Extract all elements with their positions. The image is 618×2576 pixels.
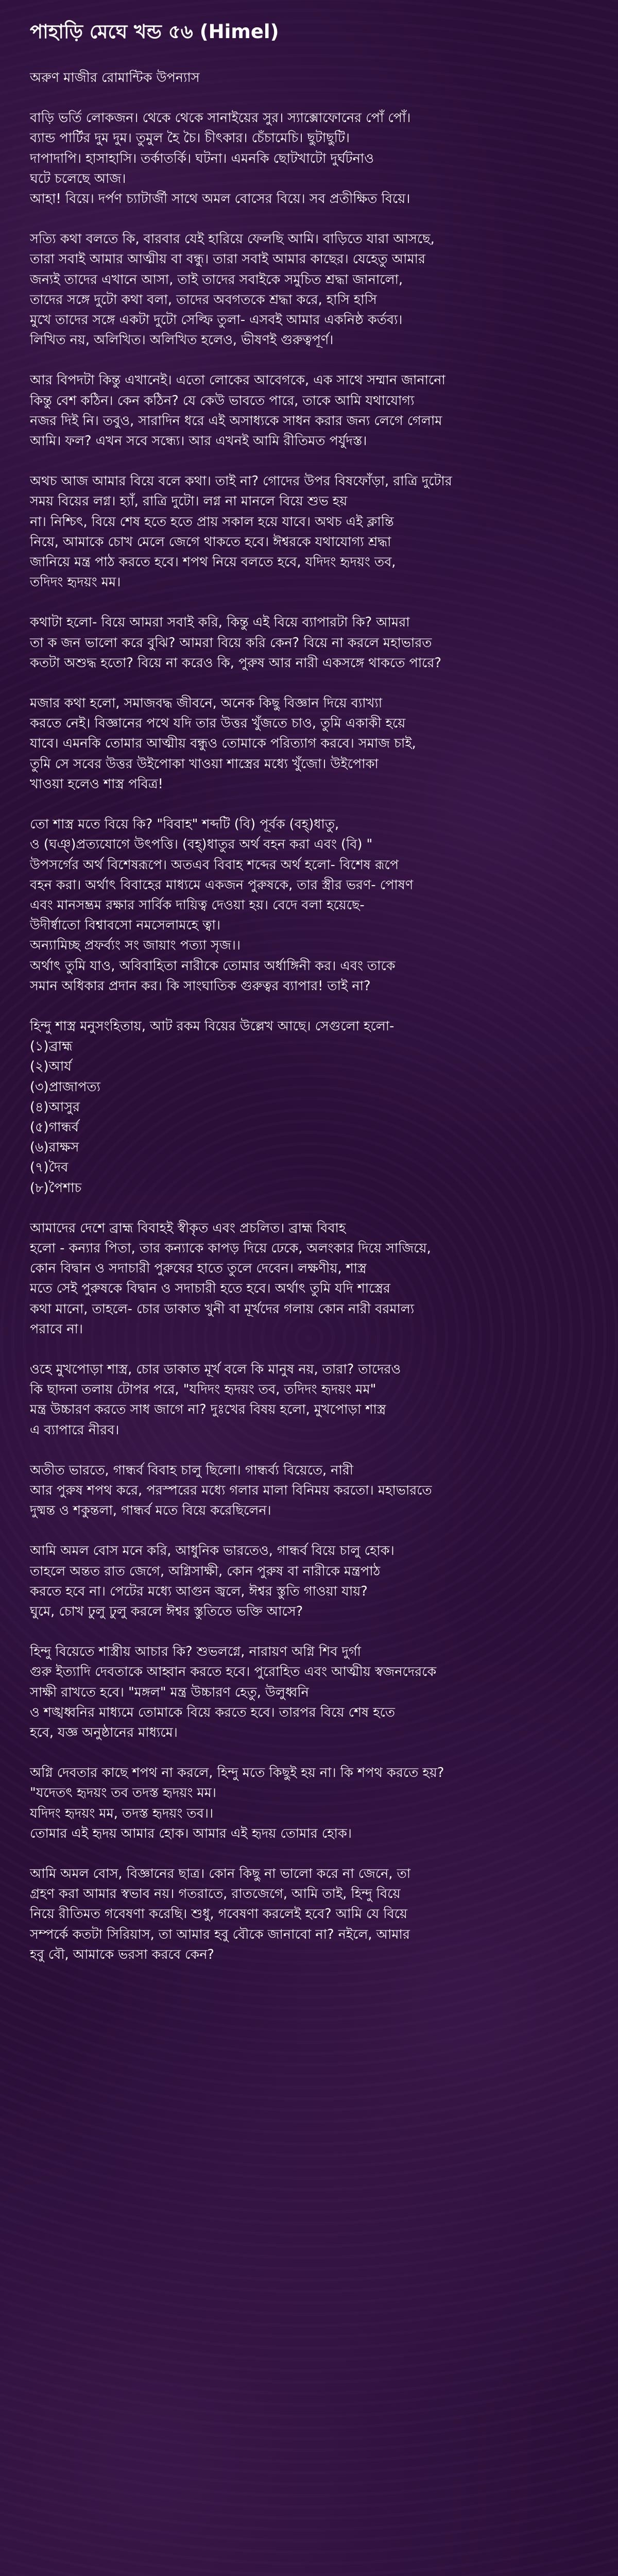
poem-line: কথা মানো, তাহলে- চোর ডাকাত খুনী বা মূর্খদের গলায় কোন নারী বরমাল্য: [30, 1301, 415, 1317]
poem-line: বহন করা। অর্থাৎ বিবাহের মাধ্যমে একজন পুরুষকে, তার স্ত্রীর ভরণ- পোষণ: [30, 877, 414, 893]
poem-line: আমি অমল বোস মনে করি, আধুনিক ভারতেও, গান্ধর্ব বিয়ে চালু হোক।: [30, 1543, 394, 1559]
poem-line: নিয়ে, আমাকে চোখ মেলে জেগে থাকতে হবে। ঈশ্বরকে যথাযোগ্য শ্রদ্ধা: [30, 534, 391, 550]
poem-line: (২)আর্য: [30, 1059, 72, 1075]
poem-line: মজার কথা হলো, সমাজবদ্ধ জীবনে, অনেক কিছু বিজ্ঞান দিয়ে ব্যাখ্যা: [30, 696, 383, 711]
poem-stanza: [30, 1541, 588, 1622]
poem-line: জন্যই তাদের এখানে আসা, তাই তাদের সবাইকে সমুচিত শ্রদ্ধা জানালো,: [30, 272, 403, 287]
poem-line: তদিদং হৃদয়ং মম।: [30, 574, 121, 590]
poem-line: করতে নেই। বিজ্ঞানের পথে যদি তার উত্তর খুঁজতে চাও, তুমি একাকী হয়ে: [30, 716, 406, 732]
poem-line: নিয়ে রীতিমত গবেষণা করেছি। শুধু, গবেষণা করলেই হবে? আমি যে বিয়ে: [30, 1906, 408, 1922]
poem-line: তুমি সে সবের উত্তর উইপোকা খাওয়া শাস্ত্রের মধ্যে খুঁজো। উইপোকা: [30, 756, 379, 772]
poem-stanza: [30, 229, 588, 350]
poem-line: তা ক জন ভালো করে বুঝি? আমরা বিয়ে করি কেন? বিয়ে না করলে মহাভারত: [30, 635, 432, 651]
poem-line: কথাটা হলো- বিয়ে আমরা সবাই করি, কিন্তু এই বিয়ে ব্যাপারটা কি? আমরা: [30, 615, 410, 631]
poem-line: অতীত ভারতে, গান্ধর্ব বিবাহ চালু ছিলো। গান্ধর্ব্য বিয়েতে, নারী: [30, 1462, 354, 1478]
poem-line: ঘটে চলেছে আজ।: [30, 171, 126, 187]
poem-line: ও শঙ্খধ্বনির মাধ্যমে তোমাকে বিয়ে করতে হবে। তারপর বিয়ে শেষ হতে: [30, 1704, 395, 1720]
poem-line: তাদের সঙ্গে দুটো কথা বলা, তাদের অবগতকে শ্রদ্ধা করে, হাসি হাসি: [30, 292, 377, 308]
poem-line: খাওয়া হলেও শাস্ত্র পবিত্র!: [30, 776, 163, 792]
poem-line: (৬)রাক্ষস: [30, 1140, 79, 1156]
poem-line: দাপাদাপি। হাসাহাসি। তর্কাতর্কি। ঘটনা। এমনকি ছোটখাটো দুর্ঘটনাও: [30, 150, 374, 166]
poem-line: যাবে। এমনকি তোমার আত্মীয় বন্ধুও তোমাকে পরিত্যাগ করবে। সমাজ চাই,: [30, 736, 416, 752]
poem-stanza: [30, 1218, 588, 1340]
poem-line: উদীর্ষ্বাতো বিশ্বাবসো নমসেলামহে ত্বা।: [30, 918, 220, 934]
poem-stanza: [30, 815, 588, 996]
poem-body: [30, 68, 588, 1965]
poem-line: এবং মানসম্ভ্রম রক্ষার সার্বিক দায়িত্ব দেওয়া হয়। বেদে বলা হয়েছে-: [30, 897, 365, 913]
poem-line: গুরু ইত্যাদি দেবতাকে আহ্বান করতে হবে। পুরোহিত এবং আত্মীয় স্বজনদেরকে: [30, 1664, 437, 1680]
poem-line: "যদেতৎ হৃদয়ং তব তদস্ত হৃদয়ং মম।: [30, 1785, 216, 1801]
poem-line: হিন্দু শাস্ত্র মনুসংহিতায়, আট রকম বিয়ের উল্লেখ আছে। সেগুলো হলো-: [30, 1018, 394, 1034]
poem-line: তোমার এই হৃদয় আমার হোক। আমার এই হৃদয় তোমার হোক।: [30, 1825, 352, 1841]
poem-line: (৭)দৈব: [30, 1160, 68, 1176]
poem-line: এ ব্যাপারে নীরব।: [30, 1422, 119, 1438]
poem-line: ব্যান্ড পার্টির দুম দুম। তুমুল হৈ চৈ। চীৎকার। চেঁচামেচি। ছুটাছুটি।: [30, 130, 350, 146]
poem-line: সম্পর্কে কতটা সিরিয়াস, তা আমার হবু বৌকে জানাবো না? নইলে, আমার: [30, 1926, 410, 1942]
poem-stanza: [30, 693, 588, 794]
poem-line: আর বিপদটা কিন্তু এখানেই। এতো লোকের আবেগকে, এক সাথে সম্মান জানানো: [30, 372, 445, 388]
poem-line: মুখে তাদের সঙ্গে একটা দুটো সেল্ফি তুলা- এসবই আমার একনিষ্ঠ কর্তব্য।: [30, 312, 403, 328]
poem-line: (৮)পৈশাচ: [30, 1180, 82, 1196]
poem-line: অথচ আজ আমার বিয়ে বলে কথা। তাই না? গোদের উপর বিষফোঁড়া, রাত্রি দুটোর: [30, 473, 452, 489]
poem-line: মতে সেই পুরুষকে বিদ্বান ও সদাচারী হতে হবে। অর্থাৎ তুমি যদি শাস্ত্রের: [30, 1281, 390, 1297]
poem-line: সাক্ষী রাখতে হবে। "মঙ্গল" মন্ত্র উচ্চারণ হেতু, উলুধ্বনি: [30, 1684, 309, 1700]
poem-line: উপসর্গের অর্থ বিশেষরূপে। অতএব বিবাহ শব্দের অর্থ হলো- বিশেষ রূপে: [30, 857, 399, 873]
poem-line: তারা সবাই আমার আত্মীয় বা বন্ধু। তারা সবাই আমার কাছের। যেহেতু আমার: [30, 251, 426, 267]
poem-stanza: [30, 68, 588, 88]
poem-line: হবু বৌ, আমাকে ভরসা করবে কেন?: [30, 1946, 214, 1962]
poem-title: পাহাড়ি মেঘে খন্ড ৫৬ (Himel): [30, 21, 279, 43]
poem-line: সময় বিয়ের লগ্ন। হ্যাঁ, রাত্রি দুটো। লগ্ন না মানলে বিয়ে শুভ হয়: [30, 494, 348, 510]
poem-stanza: [30, 1360, 588, 1440]
poem-line: আর পুরুষ শপথ করে, পরস্পরের মধ্যে গলার মালা বিনিময় করতো। মহাভারতে: [30, 1482, 432, 1498]
poem-stanza: [30, 108, 588, 209]
poem-line: আহা! বিয়ে। দর্পণ চ্যাটার্জী সাথে অমল বোসের বিয়ে। সব প্রতীক্ষিত বিয়ে।: [30, 191, 410, 207]
poem-stanza: [30, 1642, 588, 1743]
poem-line: তাহলে অন্তত রাত জেগে, অগ্নিসাক্ষী, কোন পুরুষ বা নারীকে মন্ত্রপাঠ: [30, 1563, 381, 1579]
poem-line: হবে, যজ্ঞ অনুষ্ঠানের মাধ্যমে।: [30, 1725, 178, 1741]
poem-line: কোন বিদ্বান ও সদাচারী পুরুষের হাতে তুলে দেবেন। লক্ষণীয়, শাস্ত্র: [30, 1261, 367, 1277]
poem-stanza: [30, 370, 588, 451]
poem-stanza: [30, 1461, 588, 1521]
poem-line: সত্যি কথা বলতে কি, বারবার যেই হারিয়ে ফেলছি আমি। বাড়িতে যারা আসছে,: [30, 231, 435, 247]
poem-line: কি ছাদনা তলায় টোপর পরে, "যদিদং হৃদয়ং তব, তদিদং হৃদয়ং মম": [30, 1382, 376, 1398]
poem-line: অন্যামিচ্ছ প্রফর্ব্যং সং জায়াং পত্যা সৃজ।।: [30, 938, 241, 954]
poem-line: যদিদং হৃদয়ং মম, তদস্ত হৃদয়ং তব।।: [30, 1805, 214, 1821]
poem-line: পরাবে না।: [30, 1321, 83, 1337]
poem-stanza: [30, 613, 588, 673]
poem-stanza: [30, 1864, 588, 1965]
poem-stanza: [30, 471, 588, 592]
poem-line: ঘুমে, চোখ ঢুলু ঢুলু করলে ঈশ্বর স্তুতিতে ভক্তি আসে?: [30, 1604, 303, 1619]
poem-line: হিন্দু বিয়েতে শাস্ত্রীয় আচার কি? শুভলগ্নে, নারায়ণ অগ্নি শিব দুর্গা: [30, 1644, 362, 1660]
poem-line: অরুণ মাজীর রোমান্টিক উপন্যাস: [30, 70, 200, 86]
poem-line: নজর দিই নি। তবুও, সারাদিন ধরে এই অসাধ্যকে সাধন করার জন্য লেগে গেলাম: [30, 413, 442, 429]
poem-line: (৪)আসুর: [30, 1099, 80, 1115]
poem-line: (১)ব্রাহ্ম: [30, 1039, 73, 1055]
poem-line: অগ্নি দেবতার কাছে শপথ না করলে, হিন্দু মতে কিছুই হয় না। কি শপথ করতে হয়?: [30, 1765, 444, 1781]
poem-line: (৩)প্রাজাপত্য: [30, 1079, 100, 1095]
poem-line: হলো - কন্যার পিতা, তার কন্যাকে কাপড় দিয়ে ঢেকে, অলংকার দিয়ে সাজিয়ে,: [30, 1240, 431, 1256]
poem-stanza: [30, 1763, 588, 1844]
poem-line: গ্রহণ করা আমার স্বভাব নয়। গতরাতে, রাতজেগে, আমি তাই, হিন্দু বিয়ে: [30, 1886, 401, 1902]
poem-line: ওহে মুখপোড়া শাস্ত্র, চোর ডাকাত মূর্খ বলে কি মানুষ নয়, তারা? তাদেরও: [30, 1361, 401, 1377]
poem-line: আমি। ফল? এখন সবে সন্ধ্যে। আর এখনই আমি রীতিমত পর্যুদস্ত।: [30, 433, 367, 449]
poem-line: অর্থাৎ তুমি যাও, অবিবাহিতা নারীকে তোমার অর্ধাঙ্গিনী কর। এবং তাকে: [30, 958, 396, 974]
poem-line: সমান অধিকার প্রদান কর। কি সাংঘাতিক গুরুত্বর ব্যাপার! তাই না?: [30, 978, 371, 994]
poem-line: দুষ্মন্ত ও শকুন্তলা, গান্ধর্ব মতে বিয়ে করেছিলেন।: [30, 1503, 271, 1519]
poem-line: (৫)গান্ধর্ব: [30, 1119, 79, 1135]
poem-line: করতে হবে না। পেটের মধ্যে আগুন জ্বলে, ঈশ্বর স্তুতি গাওয়া যায়?: [30, 1583, 368, 1599]
poem-line: জানিয়ে মন্ত্র পাঠ করতে হবে। শপথ নিয়ে বলতে হবে, যদিদং হৃদয়ং তব,: [30, 554, 396, 570]
poem-line: তো শাস্ত্র মতে বিয়ে কি? "বিবাহ" শব্দটি (বি) পূর্বক (বহ্)ধাতু,: [30, 817, 339, 833]
poem-stanza: [30, 1016, 588, 1198]
poem-line: আমি অমল বোস, বিজ্ঞানের ছাত্র। কোন কিছু না ভালো করে না জেনে, তা: [30, 1866, 411, 1882]
poem-line: কিন্তু বেশ কঠিন। কেন কঠিন? যে কেউ ভাবতে পারে, তাকে আমি যথাযোগ্য: [30, 393, 415, 409]
poem-line: মন্ত্র উচ্চারণ করতে সাধ জাগে না? দুঃখের বিষয় হলো, মুখপোড়া শাস্ত্র: [30, 1402, 386, 1418]
poem-line: কতটা অশুদ্ধ হতো? বিয়ে না করেও কি, পুরুষ আর নারী একসঙ্গে থাকতে পারে?: [30, 655, 441, 671]
poem-line: না। নিশ্চিৎ, বিয়ে শেষ হতে হতে প্রায় সকাল হয়ে যাবে। অথচ এই ক্লান্তি: [30, 514, 394, 530]
poem-line: বাড়ি ভর্তি লোকজন। থেকে থেকে সানাইয়ের সুর। স্যাক্সোফোনের পোঁ পোঁ।: [30, 110, 411, 126]
poem-line: ও (ঘঞ্)প্রত্যযোগে উৎপত্তি। (বহ্)ধাতুর অর্থ বহন করা এবং (বি) ": [30, 837, 373, 853]
poem-line: আমাদের দেশে ব্রাহ্ম বিবাহই স্বীকৃত এবং প্রচলিত। ব্রাহ্ম বিবাহ: [30, 1220, 346, 1236]
poem-line: লিখিত নয়, অলিখিত। অলিখিত হলেও, ভীষণই গুরুত্বপূর্ণ।: [30, 332, 334, 348]
